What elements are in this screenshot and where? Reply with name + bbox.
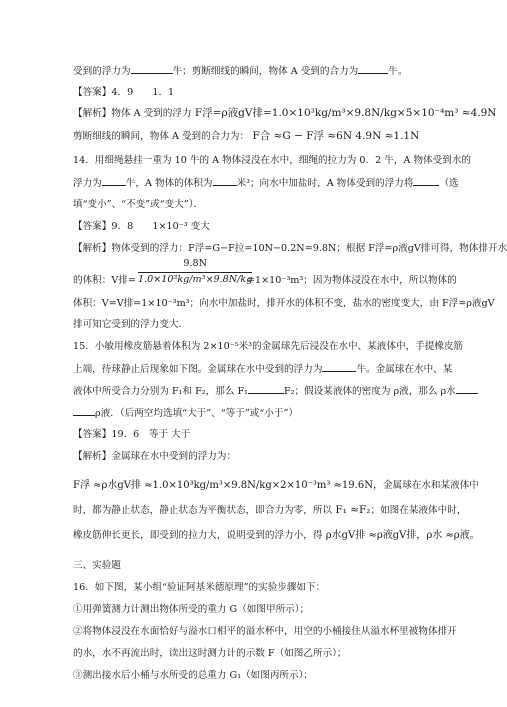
q16-step-2b: 的水，水不再流出时，读出这时测力计的示数 F（如图乙所示）； <box>73 648 347 659</box>
text: F₂；假设某液体的密度为 ρ液，那么 ρ水 <box>283 386 456 397</box>
explanation-13 <box>73 104 497 123</box>
q16-line-1: 16．如下图，某小组“验证阿基米德原理”的实验步骤如下： <box>73 582 326 593</box>
q15-line-4 <box>73 406 433 420</box>
text: 牛；剪断细线的瞬间，物体 A 受到的合力为 <box>172 66 359 77</box>
text: 牛，A 物体的体积为 <box>125 178 213 189</box>
answer-blank <box>248 384 284 394</box>
answer-13: 【答案】4．9 1．1 <box>73 87 175 98</box>
text: ；如图在某液体中时， <box>370 505 467 516</box>
fraction-numerator: 9.8N <box>138 257 252 273</box>
answer-15: 【答案】19．6 等于 大于 <box>73 429 191 440</box>
q16-step-1: ①用弹簧测力计测出物体所受的重力 G（如图甲所示）； <box>73 604 310 615</box>
explanation-15-label: 【解析】金属球在水中受到的浮力为： <box>73 451 237 462</box>
explanation-15-c <box>73 526 480 545</box>
text: 牛。 <box>388 66 408 77</box>
formula: F浮=ρ液gV排=1.0×10³kg/m³×9.8N/kg×5×10⁻⁴m³ ≈4.9N <box>194 107 497 119</box>
answer-blank <box>131 64 173 74</box>
text: 橡皮筋伸长更长，即受到的拉力大，说明受到的浮力小，得 <box>73 530 323 541</box>
text: 牛。金属球在水中、某 <box>356 364 453 375</box>
explanation-14-c: 体积：V=V排=1×10⁻³m³；向水中加盐时，排开水的体积不变，盐水的密度变大，由 F浮=ρ液gV <box>73 298 495 309</box>
text: （选 <box>439 178 459 189</box>
text: 金属球在水和某液体中 <box>382 480 479 491</box>
section-heading: 三、实验题 <box>73 560 121 571</box>
text: 时，都为静止状态，静止状态为平衡状态，即合力为零，所以 <box>73 505 333 516</box>
answer-14: 【答案】9．8 1×10⁻³ 变大 <box>73 221 210 232</box>
explanation-14-b-right: =1×10⁻³m³；因为物体浸没在水中，所以物体的 <box>247 275 457 286</box>
formula: F浮 ≈ρ水gV排 ≈1.0×10³kg/m³×9.8N/kg×2×10⁻³m³ ≈19.6N， <box>73 480 383 491</box>
text: 米³；向水中加盐时，A 物体受到的浮力将 <box>236 178 414 189</box>
fraction-denominator: 1.0×10³kg/m³×9.8N/kg <box>138 274 253 285</box>
q15-line-3 <box>73 384 456 398</box>
answer-blank <box>456 384 478 394</box>
q15-line-1: 15．小敏用橡皮筋悬着体积为 2×10⁻⁵米³的金属球先后浸没在水中、某液体中，手提橡皮筋 <box>73 341 464 352</box>
q14-line-3: 填“变小”、“不变”或“变大”）． <box>73 199 204 210</box>
answer-blank <box>322 362 356 372</box>
text: 上端，待球静止后现象如下图。金属球在水中受到的浮力为 <box>73 364 323 375</box>
text: ρ液．（后两空均选填“大于”、“等于”或“小于”） <box>95 408 298 419</box>
formula: F₁ ≈F₂ <box>335 504 371 516</box>
q16-step-3: ③测出接水后小桶与水所受的总重力 G₁（如图丙所示）； <box>73 670 314 681</box>
q16-step-2a: ②将物体浸没在水面恰好与溢水口相平的溢水杯中，用空的小桶接住从溢水杯里被物体排开 <box>73 626 457 637</box>
answer-blank <box>413 176 439 186</box>
text: 浮力为 <box>73 178 102 189</box>
q15-line-2 <box>73 362 453 376</box>
explanation-14-d: 排可知它受到的浮力变大． <box>73 319 189 330</box>
explanation-15-formula-line <box>73 476 479 495</box>
explanation-13-b <box>73 127 443 146</box>
q13-end-line <box>73 64 433 78</box>
text: 剪断细线的瞬间，物体 A 受到的合力为： <box>73 131 250 142</box>
formula: ρ水gV排 ≈ρ液gV排，ρ水 ≈ρ液。 <box>325 530 480 541</box>
volume-fraction <box>138 257 252 287</box>
answer-blank <box>73 406 95 416</box>
text: 液体中所受合力分别为 F₁和 F₂，那么 F₁ <box>73 386 248 397</box>
answer-blank <box>102 176 126 186</box>
explanation-14-b-left: 的体积：V排= <box>73 275 136 286</box>
answer-blank <box>358 64 388 74</box>
text: 【解析】物体 A 受到的浮力 <box>73 108 192 119</box>
explanation-15-b <box>73 501 467 520</box>
text: 受到的浮力为 <box>73 66 131 77</box>
q14-line-2 <box>73 176 459 190</box>
q14-line-1: 14．用细绳悬挂一重为 10 牛的 A 物体浸没在水中，细绳的拉力为 0．2 牛，A 物体受到水的 <box>73 155 472 166</box>
explanation-14-a: 【解析】物体受到的浮力：F浮=G−F拉=10N−0.2N=9.8N；根据 F浮=ρ液gV排可得，物体排开水 <box>73 243 507 254</box>
answer-blank <box>213 176 237 186</box>
formula: F合 ≈G − F浮 ≈6N 4.9N ≈1.1N <box>252 130 420 142</box>
